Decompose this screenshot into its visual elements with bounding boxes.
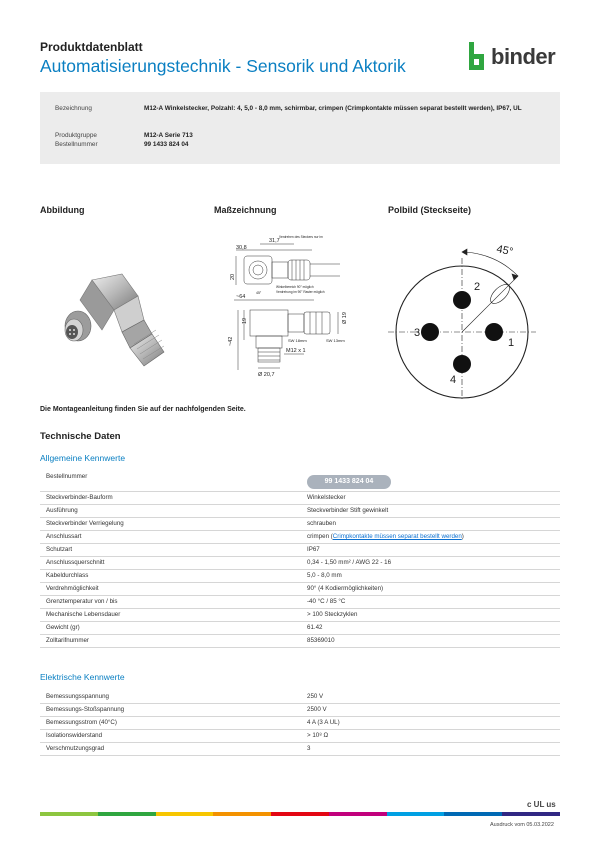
pin-2 (453, 291, 471, 309)
row-value: > 100 Steckzyklen (307, 611, 358, 618)
pin-label-2: 2 (474, 281, 481, 293)
row-key: Steckverbinder-Bauform (46, 494, 113, 501)
footer-color-bar (40, 812, 560, 816)
binder-logo-icon (467, 40, 491, 72)
color-bar-segment (98, 812, 156, 816)
color-bar-segment (156, 812, 214, 816)
pin-label-1: 1 (508, 337, 515, 349)
color-bar-segment (213, 812, 271, 816)
row-value: 61.42 (307, 624, 323, 631)
order-number-badge: 99 1433 824 04 (307, 475, 391, 489)
color-bar-segment (271, 812, 329, 816)
row-key: Bemessungsspannung (46, 693, 109, 700)
table-row (40, 492, 560, 505)
dim-45: 45° (256, 291, 262, 295)
dim-30-8: 30,8 (236, 245, 247, 251)
table-row (40, 743, 560, 756)
color-bar-segment (387, 812, 445, 816)
row-key: Schutzart (46, 546, 73, 553)
row-value: 2500 V (307, 706, 327, 713)
row-value: -40 °C / 85 °C (307, 598, 346, 605)
row-key: Bemessungsstrom (40°C) (46, 719, 117, 726)
pin-label-3: 3 (414, 327, 421, 339)
row-value: IP67 (307, 546, 320, 553)
drawing-note-1: Verdrehen des Steckers nur im (279, 235, 323, 239)
row-key: Anschlussart (46, 533, 82, 540)
row-key: Grenztemperatur von / bis (46, 598, 118, 605)
info-value-order-number: 99 1433 824 04 (144, 141, 189, 148)
dim-42: ~42 (228, 336, 234, 346)
row-value: 5,0 - 8,0 mm (307, 572, 342, 579)
electrical-table (40, 691, 560, 756)
row-key: Kabeldurchlass (46, 572, 89, 579)
row-key: Bestellnummer (46, 473, 88, 480)
table-row (40, 471, 560, 492)
info-value-description: M12-A Winkelstecker, Polzahl: 4, 5,0 - 8,0 mm, schirmbar, crimpen (Crimpkontakte müssen separat bestellt werden), IP67, UL (144, 105, 522, 112)
row-value: 90° (4 Kodiermöglichkeiten) (307, 585, 384, 592)
color-bar-segment (329, 812, 387, 816)
logo-wordmark: binder (491, 44, 556, 69)
info-value-group: M12-A Serie 713 (144, 132, 193, 139)
table-row (40, 557, 560, 570)
dim-20: 20 (230, 273, 236, 280)
general-table (40, 471, 560, 648)
dim-31-7: 31,7 (269, 238, 280, 244)
page-title: Automatisierungstechnik - Sensorik und Aktorik (40, 56, 406, 76)
row-key: Ausführung (46, 507, 78, 514)
row-key: Mechanische Lebensdauer (46, 611, 121, 618)
section-abbildung: Abbildung (40, 205, 85, 215)
row-key: Verdrehmöglichkeit (46, 585, 99, 592)
section-masszeichnung: Maßzeichnung (214, 205, 277, 215)
technical-data-heading: Technische Daten (40, 431, 121, 442)
value-suffix: ) (461, 533, 464, 540)
row-value: 4 A (3 A UL) (307, 719, 340, 726)
general-heading: Allgemeine Kennwerte (40, 453, 126, 463)
drawing-note-2: Winkelbereich 90° möglich (276, 285, 314, 289)
table-row (40, 691, 560, 704)
pin-4 (453, 355, 471, 373)
row-key: Verschmutzungsgrad (46, 745, 105, 752)
product-info-box (40, 92, 560, 164)
binder-logo (467, 40, 567, 72)
crimp-contacts-link[interactable]: Crimpkontakte müssen separat bestellt werden (332, 533, 462, 540)
table-row (40, 531, 560, 544)
document-type: Produktdatenblatt (40, 40, 143, 54)
table-row (40, 583, 560, 596)
dimension-drawing (214, 230, 374, 390)
table-row (40, 635, 560, 648)
row-value: 250 V (307, 693, 324, 700)
row-key: Bemessungs-Stoßspannung (46, 706, 125, 713)
row-key: Steckverbinder Verriegelung (46, 520, 124, 527)
section-polbild: Polbild (Steckseite) (388, 205, 472, 215)
dim-sw13: SW 13mm (326, 338, 345, 343)
dim-sw18: SW 18mm (288, 338, 307, 343)
table-row (40, 704, 560, 717)
pin-diagram (388, 230, 548, 400)
electrical-heading: Elektrische Kennwerte (40, 672, 125, 682)
info-label: Bezeichnung (55, 105, 92, 112)
table-row (40, 717, 560, 730)
row-value: Winkelstecker (307, 494, 346, 501)
dim-d19: Ø 19 (342, 312, 348, 324)
pin-1 (485, 323, 503, 341)
table-row (40, 622, 560, 635)
row-value: 0,34 - 1,50 mm² / AWG 22 - 16 (307, 559, 392, 566)
table-row (40, 505, 560, 518)
dim-20-7: Ø 20,7 (258, 372, 275, 378)
table-row (40, 730, 560, 743)
row-value (307, 533, 464, 540)
dim-64: ~64 (236, 294, 246, 300)
angle-label: 45° (495, 243, 515, 259)
pin-label-4: 4 (450, 374, 457, 386)
row-value: Steckverbinder Stift gewinkelt (307, 507, 389, 514)
row-value: 85369010 (307, 637, 335, 644)
product-image (52, 272, 177, 372)
row-key: Gewicht (gr) (46, 624, 80, 631)
info-label: Produktgruppe (55, 132, 97, 139)
row-key: Zolltarifnummer (46, 637, 89, 644)
ul-cert-mark: c UL us (527, 800, 556, 809)
table-row (40, 609, 560, 622)
row-value: 3 (307, 745, 311, 752)
table-row (40, 570, 560, 583)
table-row (40, 518, 560, 531)
mounting-note: Die Montageanleitung finden Sie auf der nachfolgenden Seite. (40, 406, 246, 413)
print-date: Ausdruck vom 05.03.2022 (490, 822, 554, 828)
pin-3 (421, 323, 439, 341)
color-bar-segment (444, 812, 502, 816)
color-bar-segment (40, 812, 98, 816)
row-value: > 10⁸ Ω (307, 732, 329, 739)
dim-m12: M12 x 1 (286, 348, 306, 354)
row-key: Isolationswiderstand (46, 732, 103, 739)
row-key: Anschlussquerschnitt (46, 559, 105, 566)
dim-19: 19 (242, 317, 248, 324)
row-value: schrauben (307, 520, 336, 527)
value-prefix: crimpen ( (307, 533, 333, 540)
drawing-note-3: Verdrehung im 90° Raster möglich (276, 290, 325, 294)
color-bar-segment (502, 812, 560, 816)
info-label: Bestellnummer (55, 141, 98, 148)
table-row (40, 544, 560, 557)
table-row (40, 596, 560, 609)
